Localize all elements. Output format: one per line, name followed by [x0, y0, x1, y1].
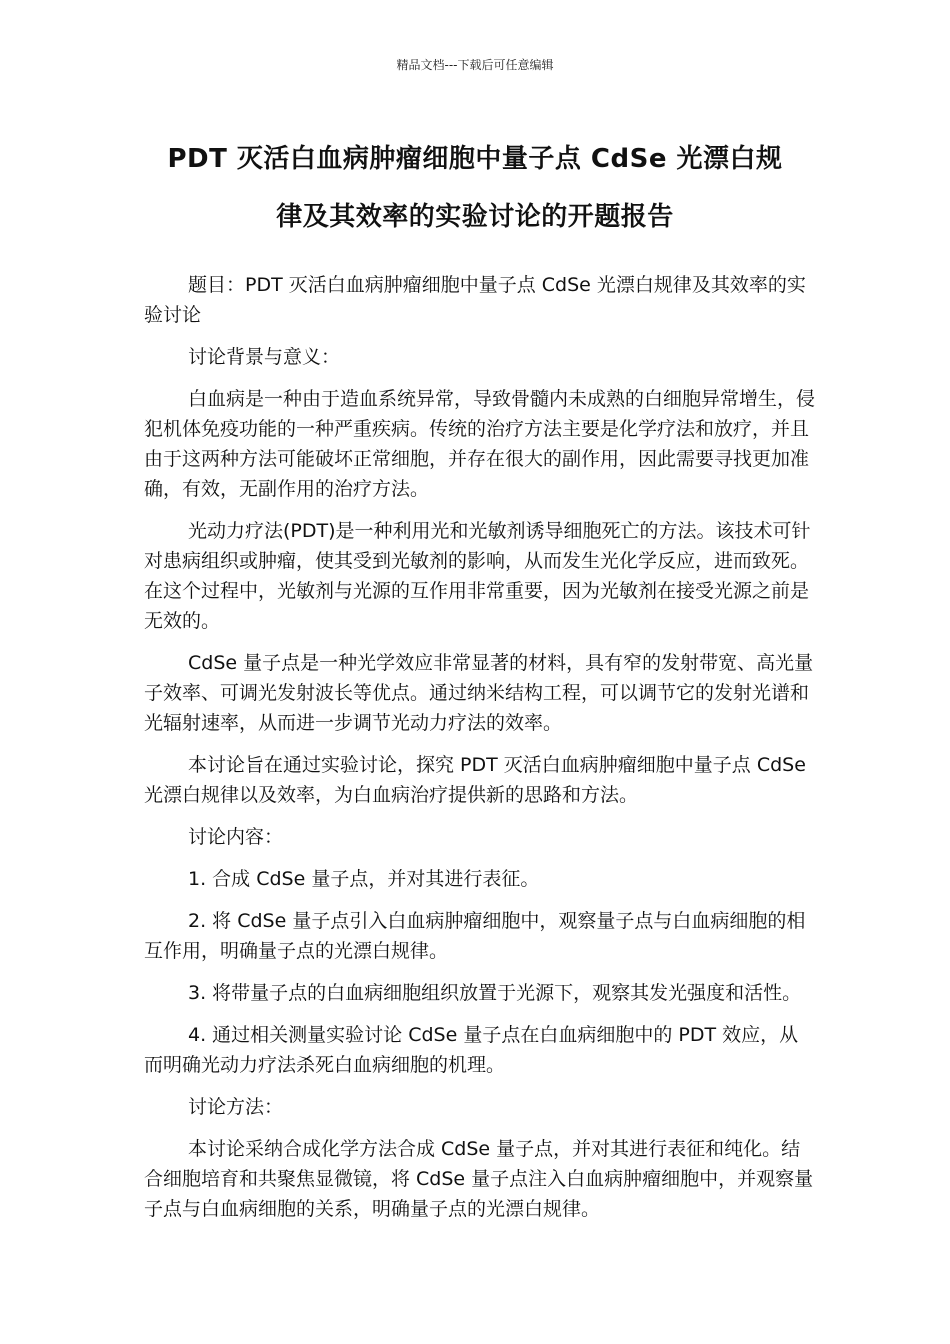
content-item-2: 2. 将 CdSe 量子点引入白血病肿瘤细胞中，观察量子点与白血病细胞的相互作用，明确量子点的光漂白规律。 [144, 910, 806, 962]
background-paragraph-pdt: 光动力疗法(PDT)是一种利用光和光敏剂诱导细胞死亡的方法。该技术可针对患病组织或肿瘤，使其受到光敏剂的影响，从而发生光化学反应，进而致死。在这个过程中，光敏剂与光源的互作用非常重要，因为光敏剂在接受光源之前是无效的。 [144, 520, 811, 632]
page-header-note: 精品文档---下载后可任意编辑 [396, 58, 554, 72]
topic-paragraph: 题目：PDT 灭活白血病肿瘤细胞中量子点 CdSe 光漂白规律及其效率的实验讨论 [144, 274, 806, 326]
background-paragraph-cdse: CdSe 量子点是一种光学效应非常显著的材料，具有窄的发射带宽、高光量子效率、可调光发射波长等优点。通过纳米结构工程，可以调节它的发射光谱和光辐射速率，从而进一步调节光动力疗法的效率。 [144, 652, 814, 734]
section-heading-content: 讨论内容： [188, 826, 284, 848]
background-paragraph-leukemia: 白血病是一种由于造血系统异常，导致骨髓内未成熟的白细胞异常增生，侵犯机体免疫功能的一种严重疾病。传统的治疗方法主要是化学疗法和放疗，并且由于这两种方法可能破坏正常细胞，并存在很大的副作用，因此需要寻找更加准确，有效，无副作用的治疗方法。 [144, 388, 816, 500]
content-item-3: 3. 将带量子点的白血病细胞组织放置于光源下，观察其发光强度和活性。 [188, 982, 802, 1004]
title-line-1: PDT 灭活白血病肿瘤细胞中量子点 CdSe 光漂白规 [167, 144, 783, 174]
background-paragraph-aim: 本讨论旨在通过实验讨论，探究 PDT 灭活白血病肿瘤细胞中量子点 CdSe 光漂白规律以及效率，为白血病治疗提供新的思路和方法。 [144, 754, 806, 806]
section-heading-method: 讨论方法： [188, 1096, 284, 1118]
document-title [100, 130, 850, 246]
content-item-1: 1. 合成 CdSe 量子点，并对其进行表征。 [188, 868, 540, 890]
section-heading-background: 讨论背景与意义： [188, 346, 341, 368]
title-line-2: 律及其效率的实验讨论的开题报告 [276, 202, 674, 232]
document-body [144, 270, 816, 1236]
content-item-4: 4. 通过相关测量实验讨论 CdSe 量子点在白血病细胞中的 PDT 效应，从而明确光动力疗法杀死白血病细胞的机理。 [144, 1024, 799, 1076]
method-paragraph: 本讨论采纳合成化学方法合成 CdSe 量子点，并对其进行表征和纯化。结合细胞培育和共聚焦显微镜，将 CdSe 量子点注入白血病肿瘤细胞中，并观察量子点与白血病细胞的关系，明确量子点的光漂白规律。 [144, 1138, 814, 1220]
